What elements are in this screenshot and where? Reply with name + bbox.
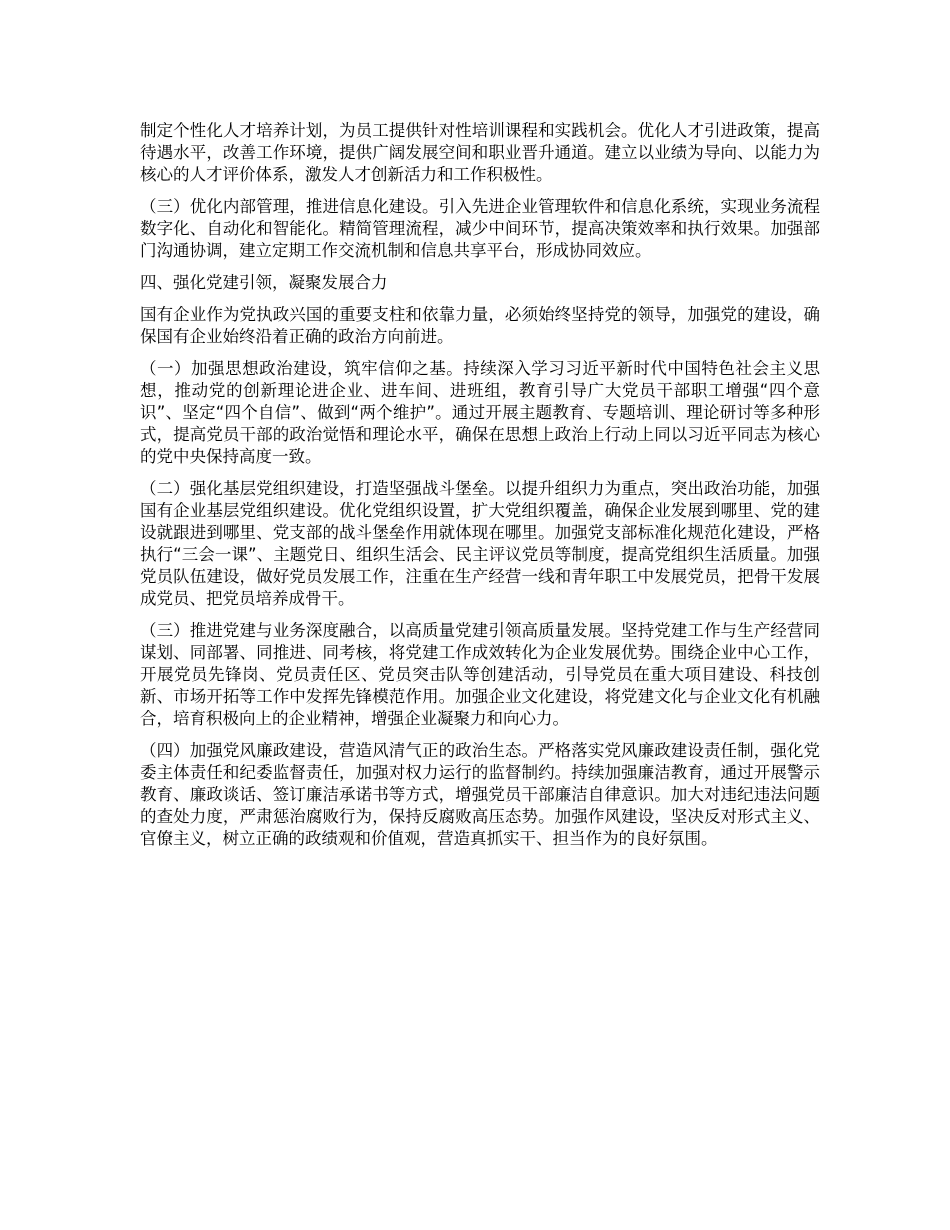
paragraph-grassroots-organization: （二）强化基层党组织建设，打造坚强战斗堡垒。以提升组织力为重点，突出政治功能，加强国有企业基层党组织建设。优化党组织设置，扩大党组织覆盖，确保企业发展到哪里、党的建设就跟进到哪里、党支部的战斗堡垒作用就体现在哪里。加强党支部标准化规范化建设，严格执行“三会一课”、主题党日、组织生活会、民主评议党员等制度，提高党组织生活质量。加强党员队伍建设，做好党员发展工作，注重在生产经营一线和青年职工中发展党员，把骨干发展成党员、把党员培养成骨干。: [140, 479, 820, 608]
paragraph-talent-plan: 制定个性化人才培养计划，为员工提供针对性培训课程和实践机会。优化人才引进政策，提高待遇水平，改善工作环境，提供广阔发展空间和职业晋升通道。建立以业绩为导向、以能力为核心的人才评价体系，激发人才创新活力和工作积极性。: [140, 121, 820, 184]
section-heading-party-building: 四、强化党建引领，凝聚发展合力: [140, 273, 388, 292]
document-page: [140, 120, 820, 860]
paragraph-ideological-construction: （一）加强思想政治建设，筑牢信仰之基。持续深入学习习近平新时代中国特色社会主义思想，推动党的创新理论进企业、进车间、进班组，教育引导广大党员干部职工增强“四个意识”、坚定“四个自信”、做到“两个维护”。通过开展主题教育、专题培训、理论研讨等多种形式，提高党员干部的政治觉悟和理论水平，确保在思想上政治上行动上同以习近平同志为核心的党中央保持高度一致。: [140, 359, 820, 466]
paragraph-internal-management: （三）优化内部管理，推进信息化建设。引入先进企业管理软件和信息化系统，实现业务流程数字化、自动化和智能化。精简管理流程，减少中间环节，提高决策效率和执行效果。加强部门沟通协调，建立定期工作交流机制和信息共享平台，形成协同效应。: [140, 197, 820, 260]
paragraph-party-business-integration: （三）推进党建与业务深度融合，以高质量党建引领高质量发展。坚持党建工作与生产经营同谋划、同部署、同推进、同考核，将党建工作成效转化为企业发展优势。围绕企业中心工作，开展党员先锋岗、党员责任区、党员突击队等创建活动，引导党员在重大项目建设、科技创新、市场开拓等工作中发挥先锋模范作用。加强企业文化建设，将党建文化与企业文化有机融合，培育积极向上的企业精神，增强企业凝聚力和向心力。: [140, 621, 820, 728]
paragraph-integrity-construction: （四）加强党风廉政建设，营造风清气正的政治生态。严格落实党风廉政建设责任制，强化党委主体责任和纪委监督责任，加强对权力运行的监督制约。持续加强廉洁教育，通过开展警示教育、廉政谈话、签订廉洁承诺书等方式，增强党员干部廉洁自律意识。加大对违纪违法问题的查处力度，严肃惩治腐败行为，保持反腐败高压态势。加强作风建设，坚决反对形式主义、官僚主义，树立正确的政绩观和价值观，营造真抓实干、担当作为的良好氛围。: [140, 741, 820, 848]
paragraph-soe-leadership: 国有企业作为党执政兴国的重要支柱和依靠力量，必须始终坚持党的领导，加强党的建设，确保国有企业始终沿着正确的政治方向前进。: [140, 305, 820, 346]
